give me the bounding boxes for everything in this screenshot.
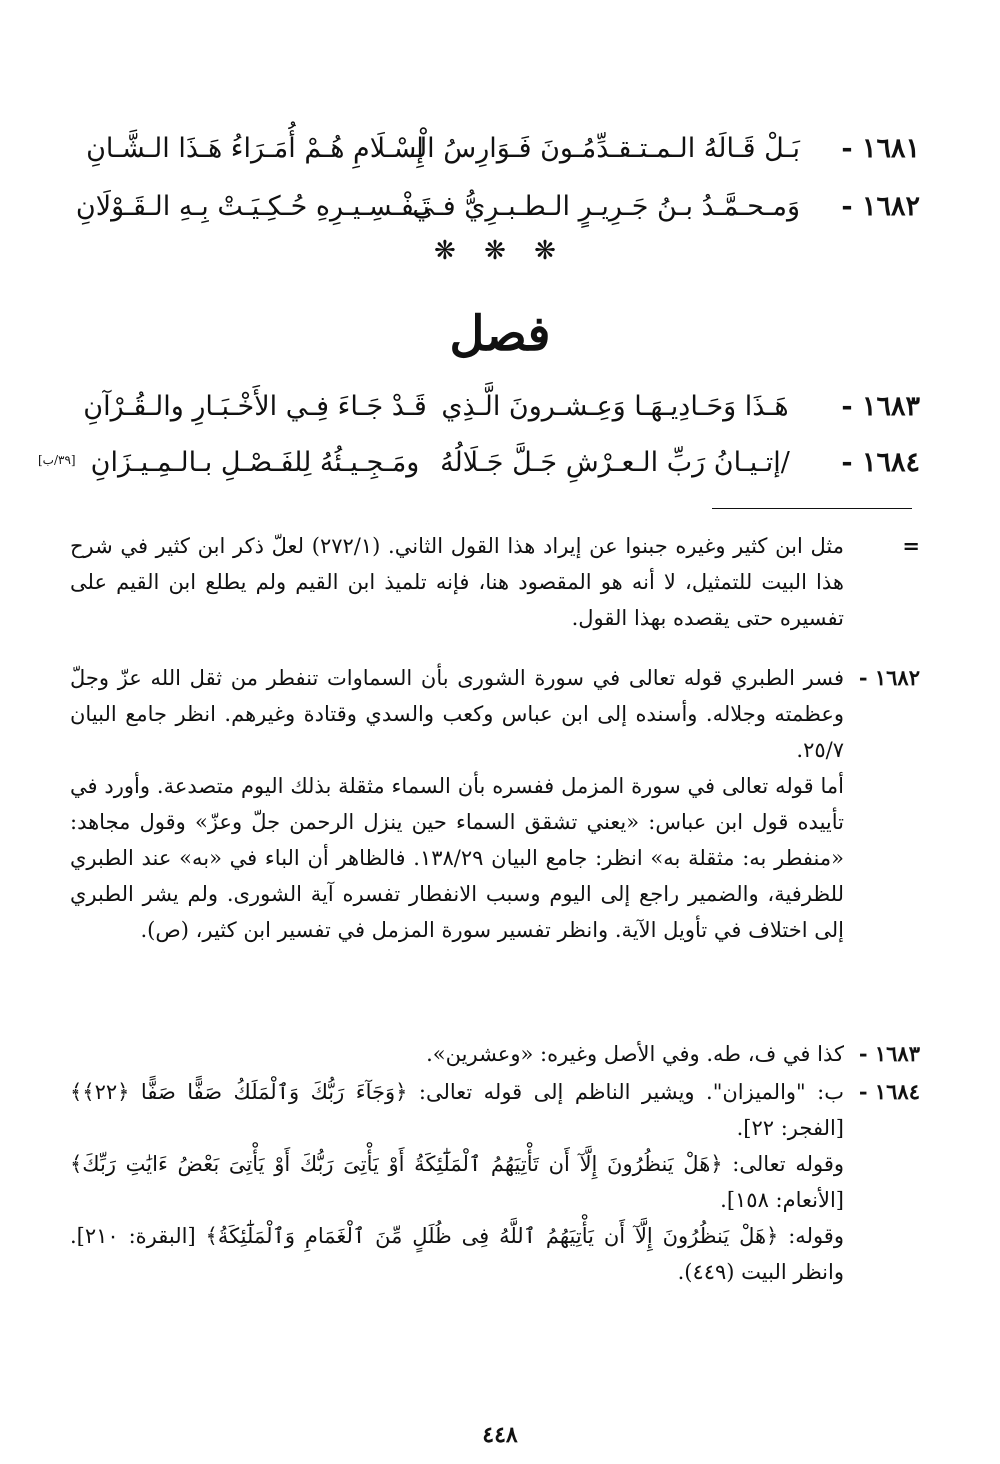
footnote	[70, 1074, 920, 1290]
footnote	[70, 1036, 920, 1072]
verse-first-hemistich: هَـذَا وَحَـادِيـهَـا وَعِـشـرونَ الَّـذِي	[441, 390, 789, 422]
footnote	[70, 660, 920, 948]
verse-line	[80, 380, 920, 432]
verse-line	[38, 436, 920, 488]
footnote-number: =	[902, 533, 920, 558]
page-number: ٤٤٨	[482, 1422, 518, 1448]
footnote-paragraph: وقوله تعالى: ﴿هَلْ يَنظُرُونَ إِلَّآ أَن تَأْتِيَهُمُ ٱلْمَلَٰٓئِكَةُ أَوْ يَأْتِىَ رَبُّكَ أَوْ يَأْتِىَ بَعْضُ ءَايَٰتِ رَبِّكَ﴾ [الأنعام: ١٥٨].	[70, 1152, 844, 1212]
footnote	[70, 528, 920, 636]
footnote-paragraph: كذا في ف، طه. وفي الأصل وغيره: «وعشرين».	[426, 1042, 844, 1066]
verse-first-hemistich: وَمـحـمَّـدُ بـنُ جَـرِيـرٍ الـطـبـرِيُّ فـي	[412, 190, 800, 222]
verse-first-hemistich: /إتـيـانُ رَبِّ الـعـرْشِ جَـلَّ جَـلَالُهُ	[440, 446, 790, 478]
footnote-text	[70, 1036, 844, 1072]
verse-line	[80, 122, 920, 174]
verse-number: ١٦٨٤ -	[841, 446, 920, 478]
footnote-paragraph: أما قوله تعالى في سورة المزمل ففسره بأن السماء مثقلة بذلك اليوم متصدعة. وأورد في تأييده قول ابن عباس: «يعني تشقق السماء حين ينزل الرحمن جلّ وعزّ» وقول مجاهد: «منفطر به: مثقلة به» انظر: جامع البيان ١٣٨/٢٩. فالظاهر أن الباء في «به» عند الطبري للظرفية، والضمير راجع إلى اليوم وسبب الانفطار تفسره آية الشورى. ولم يشر الطبري إلى اختلاف في تأويل الآية. وانظر تفسير سورة المزمل في تفسير ابن كثير، (ص).	[70, 774, 844, 942]
footnote-paragraph: فسر الطبري قوله تعالى في سورة الشورى بأن السماوات تنفطر من ثقل الله عزّ وجلّ وعظمته وجلاله. وأسنده إلى ابن عباس وكعب والسدي وقتادة وغيرهم. انظر جامع البيان ٢٥/٧.	[70, 666, 844, 762]
footnote-paragraph: ب: "والميزان". ويشير الناظم إلى قوله تعالى: ﴿وَجَآءَ رَبُّكَ وَٱلْمَلَكُ صَفًّا صَفًّا ﴿٢٢﴾﴾ [الفجر: ٢٢].	[70, 1080, 844, 1140]
verse-number: ١٦٨٣ -	[841, 390, 920, 422]
footnote-text	[70, 528, 844, 636]
footnote-divider	[712, 508, 912, 509]
verse-first-hemistich: بَـلْ قَـالَهُ الـمـتـقـدِّمُـونَ فَـوَارِسُ الْـ	[411, 132, 800, 164]
footnote-text	[70, 660, 844, 948]
footnote-number: ١٦٨٢ -	[858, 665, 920, 690]
verse-number: ١٦٨٢ -	[841, 190, 920, 222]
section-title: فصل	[449, 306, 551, 362]
footnote-text	[70, 1074, 844, 1290]
verse-second-hemistich: قَـدْ جَـاءَ فِـي الأَخْـبَـارِ والـقُـرْآنِ	[83, 390, 427, 422]
verse-line	[75, 180, 920, 232]
verse-second-hemistich: ومَـجِـيـئُهُ لِلفَـصْـلِ بـالـمِـيـزَانِ	[90, 446, 420, 478]
verse-second-hemistich: تَـفْـسِـيـرِهِ حُـكِـيَـتْ بِـهِ الـقَـوْلَانِ	[75, 190, 430, 222]
footnote-number: ١٦٨٣ -	[858, 1041, 920, 1066]
separator-stars: ❋ ❋ ❋	[434, 236, 566, 266]
verse-number: ١٦٨١ -	[841, 132, 920, 164]
verse-second-hemistich: إِسْـلَامِ هُـمْ أُمَـرَاءُ هَـذَا الـشَّـانِ	[86, 132, 424, 164]
footnote-paragraph: مثل ابن كثير وغيره جبنوا عن إيراد هذا القول الثاني. (٢٧٢/١) لعلّ ذكر ابن كثير في شرح هذا البيت للتمثيل، لا أنه هو المقصود هنا، فإنه تلميذ ابن القيم ولم يطلع ابن القيم على تفسيره حتى يقصده بهذا القول.	[70, 534, 844, 630]
manuscript-folio-marker: [٣٩/ب]	[38, 453, 76, 467]
footnote-paragraph: وقوله: ﴿هَلْ يَنظُرُونَ إِلَّآ أَن يَأْتِيَهُمُ ٱللَّهُ فِى ظُلَلٍ مِّنَ ٱلْغَمَامِ وَٱلْمَلَٰٓئِكَةُ﴾ [البقرة: ٢١٠]. وانظر البيت (٤٤٩).	[70, 1224, 844, 1284]
footnote-number: ١٦٨٤ -	[858, 1079, 920, 1104]
